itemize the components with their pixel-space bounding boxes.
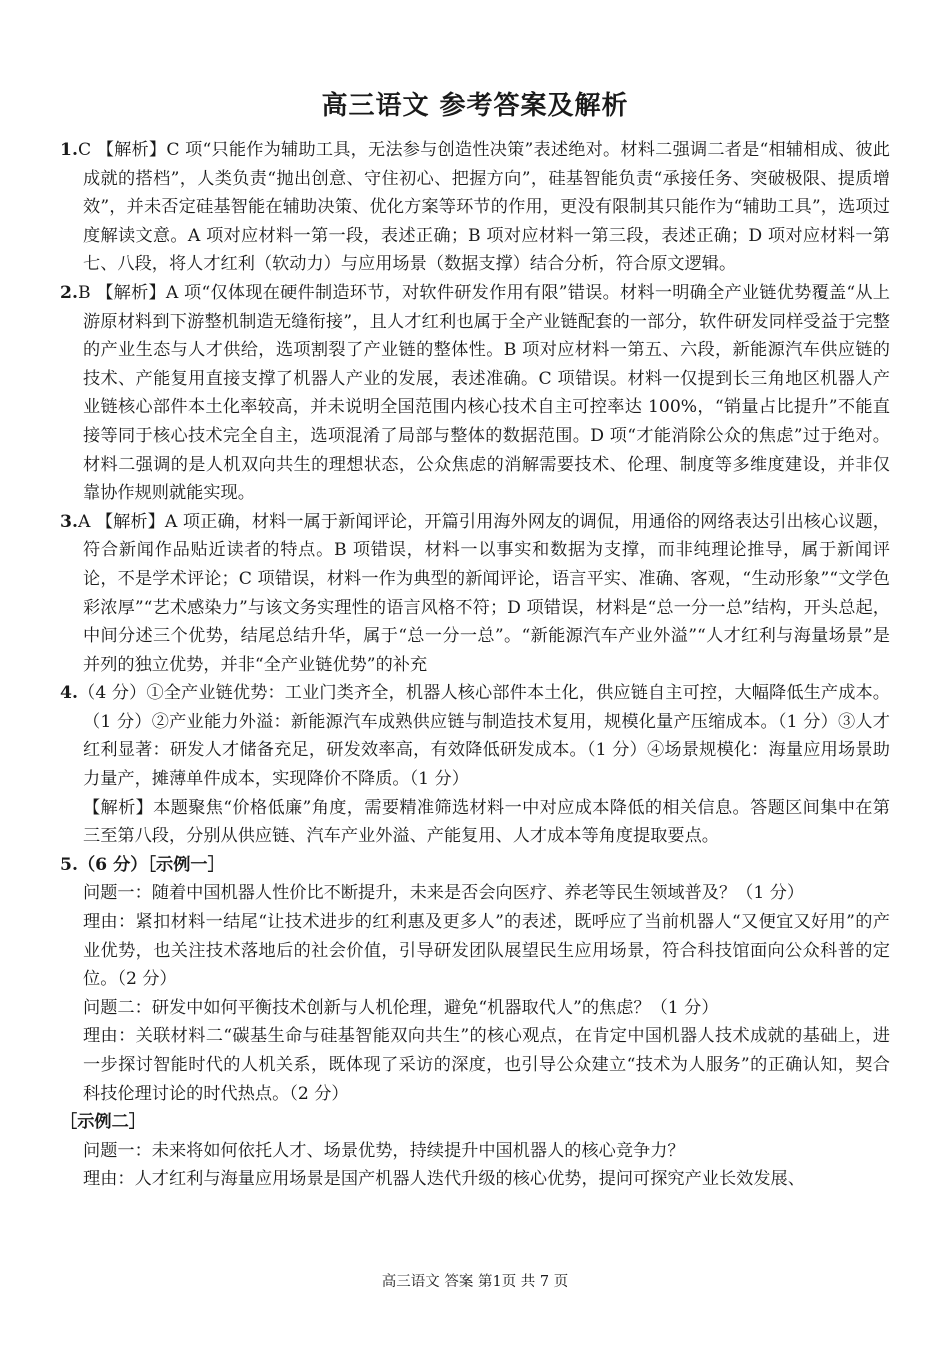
answer-item-4-analysis: 【解析】本题聚焦“价格低廉”角度，需要精准筛选材料一中对应成本降低的相关信息。答题区间集中在第三至第八段，分别从供应链、汽车产业外溢、产能复用、人才成本等角度提取要点。 [83,797,890,847]
item-text: B 【解析】A 项“仅体现在硬件制造环节，对软件研发作用有限”错误。材料一明确全产业链优势覆盖“从上游原材料到下游整机制造无缝衔接”，且人才红利也属于全产业链配套的一部分，软件研发同样受益于完整的产业生态与人才供给，选项割裂了产业链的整体性。B 项对应材料一第五、六段，新能源汽车供应链的技术、产能复用直接支撑了机器人产业的发展，表述准确。C 项错误。材料一仅提到长三角地区机器人产业链核心部件本土化率较高，并未说明全国范围内核心技术自主可控率达 100%，“销量占比提升”不能直接等同于核心技术完全自主，选项混淆了局部与整体的数据范围。D 项“才能消除公众的焦虑”过于绝对。材料二强调的是人机双向共生的理想状态，公众焦虑的消解需要技术、伦理、制度等多维度建设，并非仅靠协作规则就能实现。 [77,282,890,504]
item-text: C 【解析】C 项“只能作为辅助工具，无法参与创造性决策”表述绝对。材料二强调二者是“相辅相成、彼此成就的搭档”，人类负责“抛出创意、守住初心、把握方向”，硅基智能负责“承接任务、突破极限、提质增效”，并未否定硅基智能在辅助决策、优化方案等环节的作用，更没有限制其只能作为“辅助工具”，选项过度解读文意。A 项对应材料一第一段，表述正确；B 项对应材料一第三段，表述正确；D 项对应材料一第七、八段，将人才红利（软动力）与应用场景（数据支撑）结合分析，符合原文逻辑。 [77,140,890,275]
page-footer: 高三语文 答案 第1页 共 7 页 [381,1274,569,1290]
item-number: 3. [60,511,78,532]
item-number: 2. [60,282,78,303]
answer-item-3 [60,508,890,680]
example2-question1: 问题一：未来将如何依托人才、场景优势，持续提升中国机器人的核心竞争力？ [83,1140,685,1161]
answer-item-4 [60,679,890,793]
example1-question2: 问题二：研发中如何平衡技术创新与人机伦理，避免“机器取代人”的焦虑？（1 分） [83,997,719,1018]
item-text: A 【解析】A 项正确，材料一属于新闻评论，开篇引用海外网友的调侃，用通俗的网络表达引出核心议题，符合新闻作品贴近读者的特点。B 项错误，材料一以事实和数据为支撑，而非纯理论推导，属于新闻评论，不是学术评论；C 项错误，材料一作为典型的新闻评论，语言平实、准确、客观，“生动形象”“文学色彩浓厚”“艺术感染力”与该文务实理性的语言风格不符；D 项错误，材料是“总一分一总”结构，开头总起，中间分述三个优势，结尾总结升华，属于“总一分一总”。“新能源汽车产业外溢”“人才红利与海量场景”是并列的独立优势，并非“全产业链优势”的补充 [77,511,890,675]
page-title: 高三语文 参考答案及解析 [321,91,629,121]
answer-item-2 [60,279,890,508]
answer-content [60,136,890,1194]
example1-question1: 问题一：随着中国机器人性价比不断提升，未来是否会向医疗、养老等民生领域普及？（1 分） [83,883,805,904]
item-text: （4 分）①全产业链优势：工业门类齐全，机器人核心部件本土化，供应链自主可控，大幅降低生产成本。（1 分）②产业能力外溢：新能源汽车成熟供应链与制造技术复用，规模化量产压缩成本。（1 分）③人才红利显著：研发人才储备充足，研发效率高，有效降低研发成本。（1 分）④场景规模化：海量应用场景助力量产，摊薄单件成本，实现降价不降质。（1 分） [77,683,890,790]
answer-item-1 [60,136,890,279]
answer-item-5 [60,851,890,880]
example1-reason1: 理由：紧扣材料一结尾“让技术进步的红利惠及更多人”的表述，既呼应了当前机器人“又便宜又好用”的产业优势，也关注技术落地后的社会价值，引导研发团队展望民生应用场景，符合科技馆面向公众科普的定位。（2 分） [83,912,890,990]
example2-label: ［示例二］ [60,1112,146,1133]
example2-reason1: 理由：人才红利与海量应用场景是国产机器人迭代升级的核心优势，提问可探究产业长效发展、 [83,1169,805,1190]
example1-reason2: 理由：关联材料二“碳基生命与硅基智能双向共生”的核心观点，在肯定中国机器人技术成就的基础上，进一步探讨智能时代的人机关系，既体现了采访的深度，也引导公众建立“技术为人服务”的正确认知，契合科技伦理讨论的时代热点。（2 分） [83,1026,890,1104]
item-number: 1. [60,140,78,160]
item-number: 4. [60,683,78,704]
item-number: 5. [60,854,78,875]
item-head: （6 分）［示例一］ [77,854,225,875]
